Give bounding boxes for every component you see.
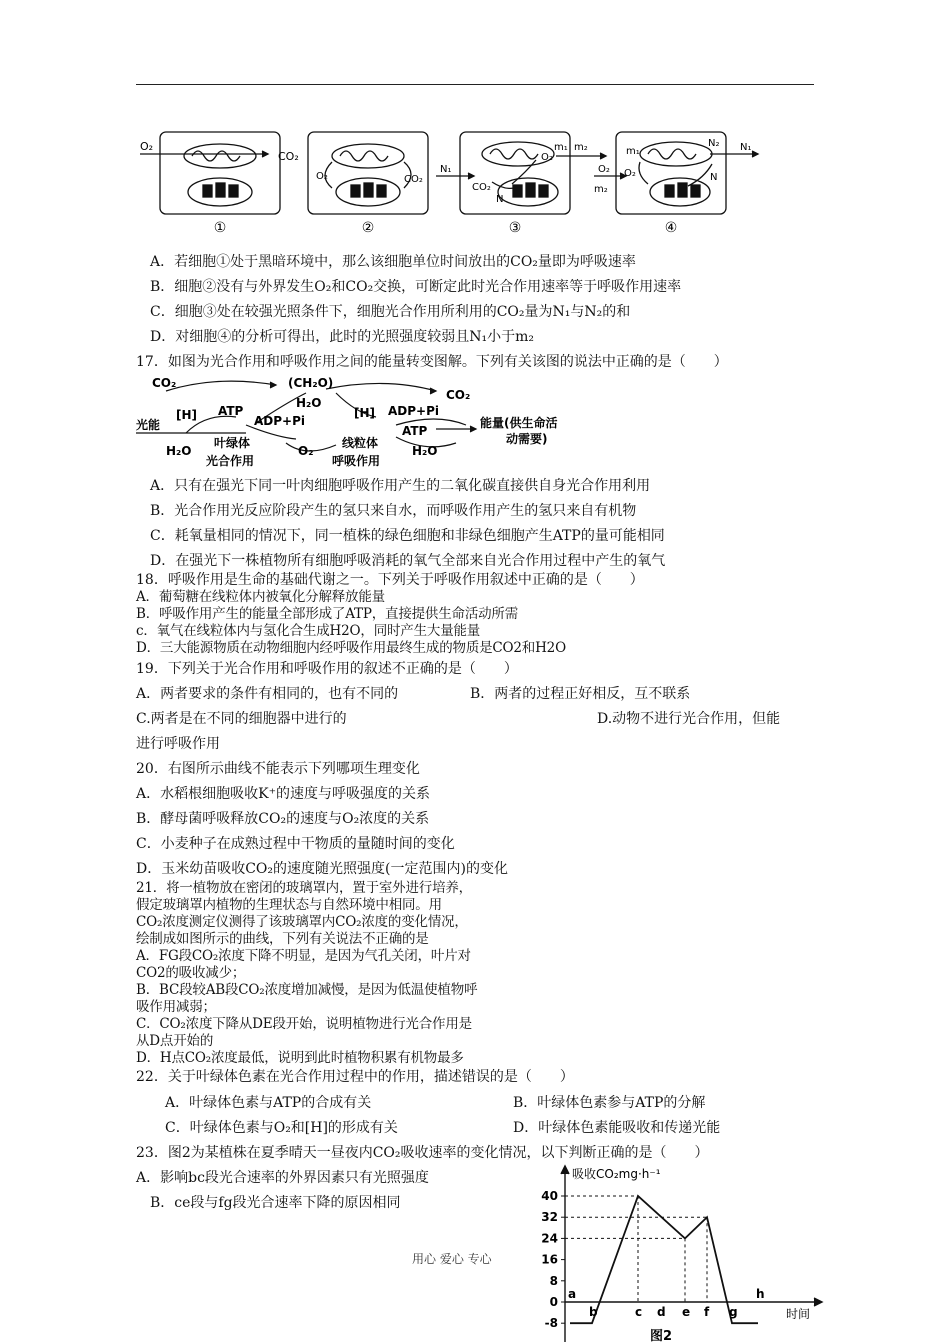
q22-option-c: C．叶绿体色素与O₂和[H]的形成有关: [165, 1120, 398, 1136]
q22-option-a: A．叶绿体色素与ATP的合成有关: [165, 1095, 372, 1111]
point-label-g: g: [729, 1305, 738, 1319]
energy-photosynthesis: 光合作用: [206, 454, 255, 468]
q21-line-2: 假定玻璃罩内植物的生理状态与自然环境中相同。用: [136, 897, 442, 913]
co2-absorption-chart: [520, 1162, 830, 1344]
cell-exchange-figure: [136, 124, 816, 239]
cell1-co2: CO₂: [278, 150, 299, 163]
cell3-o2: O₂: [541, 152, 553, 163]
q21-option-c-cont: 从D点开始的: [136, 1033, 214, 1049]
q17-option-c: C．耗氧量相同的情况下，同一植株的绿色细胞和非绿色细胞产生ATP的量可能相同: [150, 528, 665, 544]
header-rule: [136, 84, 814, 85]
y-tick-label: 8: [549, 1273, 558, 1288]
chart-title: 图2: [650, 1329, 673, 1344]
q23-option-b: B．ce段与fg段光合速率下降的原因相同: [150, 1195, 401, 1211]
cell1-label: ①: [213, 220, 227, 236]
q22-option-d: D．叶绿体色素能吸收和传递光能: [513, 1120, 721, 1136]
point-label-d: d: [657, 1305, 666, 1319]
energy-mito: 线粒体: [342, 436, 379, 450]
cell-4: [594, 132, 758, 214]
cell4-n2: N₂: [708, 138, 720, 149]
q21-option-c: C．CO₂浓度下降从DE段开始，说明植物进行光合作用是: [136, 1016, 472, 1032]
energy-chloroplast: 叶绿体: [214, 436, 251, 450]
q17-option-a: A．只有在强光下同一叶肉细胞呼吸作用产生的二氧化碳直接供自身光合作用利用: [150, 478, 651, 494]
q17-option-d: D．在强光下一株植物所有细胞呼吸消耗的氧气全部来自光合作用过程中产生的氧气: [150, 553, 666, 569]
cell3-label: ③: [508, 220, 522, 236]
page-footer: 用心 爱心 专心: [412, 1252, 492, 1266]
cell2-o2: O₂: [316, 171, 328, 182]
q19-option-b: B．两者的过程正好相反，互不联系: [470, 686, 691, 702]
cell1-o2: O₂: [140, 140, 154, 153]
q22-stem: 22．关于叶绿体色素在光合作用过程中的作用，描述错误的是（ ）: [136, 1069, 574, 1085]
energy-h2o-left: H₂O: [166, 444, 192, 458]
y-tick-label: 16: [541, 1252, 558, 1267]
cell3-n: N: [496, 194, 504, 205]
cell4-label: ④: [664, 220, 678, 236]
cell2-label: ②: [361, 220, 375, 236]
energy-h2o-top: H₂O: [296, 396, 322, 410]
energy-h-right: [H]: [354, 406, 376, 420]
q16-option-a: A．若细胞①处于黑暗环境中，那么该细胞单位时间放出的CO₂量即为呼吸速率: [150, 254, 636, 270]
q19-option-a: A．两者要求的条件有相同的，也有不同的: [136, 686, 399, 702]
q20-option-a: A．水稻根细胞吸收K⁺的速度与呼吸强度的关系: [136, 786, 430, 802]
q21-line-4: 绘制成如图所示的曲线，下列有关说法不正确的是: [136, 931, 429, 947]
q17-stem: 17．如图为光合作用和呼吸作用之间的能量转变图解。下列有关该图的说法中正确的是（ ）: [136, 354, 728, 370]
q16-option-c: C．细胞③处在较强光照条件下，细胞光合作用所利用的CO₂量为N₁与N₂的和: [150, 304, 631, 320]
q21-option-a-cont: CO2的吸收减少；: [136, 965, 246, 981]
point-label-b: b: [589, 1305, 598, 1319]
q20-option-c: C．小麦种子在成熟过程中干物质的量随时间的变化: [136, 836, 455, 852]
cell3-co2: CO₂: [472, 182, 491, 193]
q21-option-d: D．H点CO₂浓度最低，说明到此时植物积累有机物最多: [136, 1050, 464, 1066]
point-label-a: a: [568, 1287, 577, 1301]
cell4-m1: m₁: [626, 146, 640, 157]
y-tick-label: -8: [544, 1316, 558, 1331]
energy-light: 光能: [136, 418, 161, 432]
q19-option-d-cont: 进行呼吸作用: [136, 736, 220, 752]
q20-option-d: D．玉米幼苗吸收CO₂的速度随光照强度(一定范围内)的变化: [136, 861, 508, 877]
q18-option-d: D．三大能源物质在动物细胞内经呼吸作用最终生成的物质是CO2和H2O: [136, 640, 566, 656]
cell4-o2: O₂: [624, 168, 636, 179]
q20-stem: 20．右图所示曲线不能表示下列哪项生理变化: [136, 761, 420, 777]
q16-option-b: B．细胞②没有与外界发生O₂和CO₂交换，可断定此时光合作用速率等于呼吸作用速率: [150, 279, 682, 295]
energy-atp-left: ATP: [218, 404, 244, 418]
point-label-e: e: [682, 1305, 691, 1319]
cell3-m1: m₁: [554, 142, 568, 153]
q23-option-a: A．影响bc段光合速率的外界因素只有光照强度: [136, 1170, 429, 1186]
energy-output-2: 动需要): [506, 432, 548, 446]
q19-stem: 19．下列关于光合作用和呼吸作用的叙述不正确的是（ ）: [136, 661, 518, 677]
q20-option-b: B．酵母菌呼吸释放CO₂的速度与O₂浓度的关系: [136, 811, 430, 827]
cell4-o2-in: O₂: [598, 164, 610, 175]
y-tick-label: 40: [541, 1189, 558, 1203]
q21-line-3: CO₂浓度测定仪测得了该玻璃罩内CO₂浓度的变化情况，: [136, 914, 468, 930]
y-tick-label: 24: [541, 1231, 558, 1246]
cell3-m2: m₂: [574, 142, 588, 153]
y-tick-label: 0: [549, 1295, 558, 1309]
energy-conversion-diagram: [136, 373, 596, 473]
cell-1: [140, 132, 280, 214]
q17-option-b: B．光合作用光反应阶段产生的氢只来自水，而呼吸作用产生的氢只来自有机物: [150, 503, 637, 519]
cell4-n1: N₁: [740, 142, 752, 153]
q18-option-c: c．氧气在线粒体内与氢化合生成H2O，同时产生大量能量: [136, 623, 481, 639]
energy-atp-right: ATP: [402, 424, 428, 438]
q19-option-d: D.动物不进行光合作用，但能: [597, 711, 781, 727]
energy-o2: O₂: [298, 444, 314, 458]
q21-option-b: B．BC段较AB段CO₂浓度增加减慢，是因为低温使植物呼: [136, 982, 478, 998]
energy-h2o-right: H₂O: [412, 444, 438, 458]
chart-xlabel: 时间: [786, 1307, 811, 1321]
energy-output-1: 能量(供生命活: [480, 416, 558, 430]
q21-option-b-cont: 吸作用减弱；: [136, 999, 216, 1015]
cell2-co2: CO₂: [404, 174, 423, 185]
q18-option-a: A．葡萄糖在线粒体内被氧化分解释放能量: [136, 589, 385, 605]
energy-h-left: [H]: [176, 408, 198, 422]
cell3-n1: N₁: [440, 164, 452, 175]
chart-ylabel: 吸收CO₂mg·h⁻¹: [572, 1167, 661, 1181]
q18-stem: 18．呼吸作用是生命的基础代谢之一。下列关于呼吸作用叙述中正确的是（ ）: [136, 572, 644, 588]
energy-co2-right: CO₂: [446, 388, 471, 402]
y-tick-label: 32: [541, 1210, 558, 1225]
point-label-h: h: [756, 1287, 765, 1301]
energy-respiration: 呼吸作用: [332, 454, 381, 468]
point-label-c: c: [635, 1305, 643, 1319]
energy-adp-right: ADP+Pi: [388, 404, 440, 418]
cell4-n: N: [710, 172, 718, 183]
q19-option-c: C.两者是在不同的细胞器中进行的: [136, 711, 347, 727]
energy-co2-left: CO₂: [152, 376, 177, 390]
q16-option-d: D．对细胞④的分析可得出，此时的光照强度较弱且N₁小于m₂: [150, 329, 534, 345]
cell4-m2: m₂: [594, 184, 608, 195]
q21-option-a: A．FG段CO₂浓度下降不明显，是因为气孔关闭，叶片对: [136, 948, 471, 964]
energy-adp-left: ADP+Pi: [254, 414, 306, 428]
q22-option-b: B．叶绿体色素参与ATP的分解: [513, 1095, 706, 1111]
q21-line-1: 21．将一植物放在密闭的玻璃罩内，置于室外进行培养，: [136, 880, 472, 896]
energy-ch2o: (CH₂O): [288, 376, 334, 390]
point-label-f: f: [704, 1305, 710, 1319]
q23-stem: 23．图2为某植株在夏季晴天一昼夜内CO₂吸收速率的变化情况，以下判断正确的是（ ）: [136, 1145, 709, 1161]
q18-option-b: B．呼吸作用产生的能量全部形成了ATP，直接提供生命活动所需: [136, 606, 519, 622]
